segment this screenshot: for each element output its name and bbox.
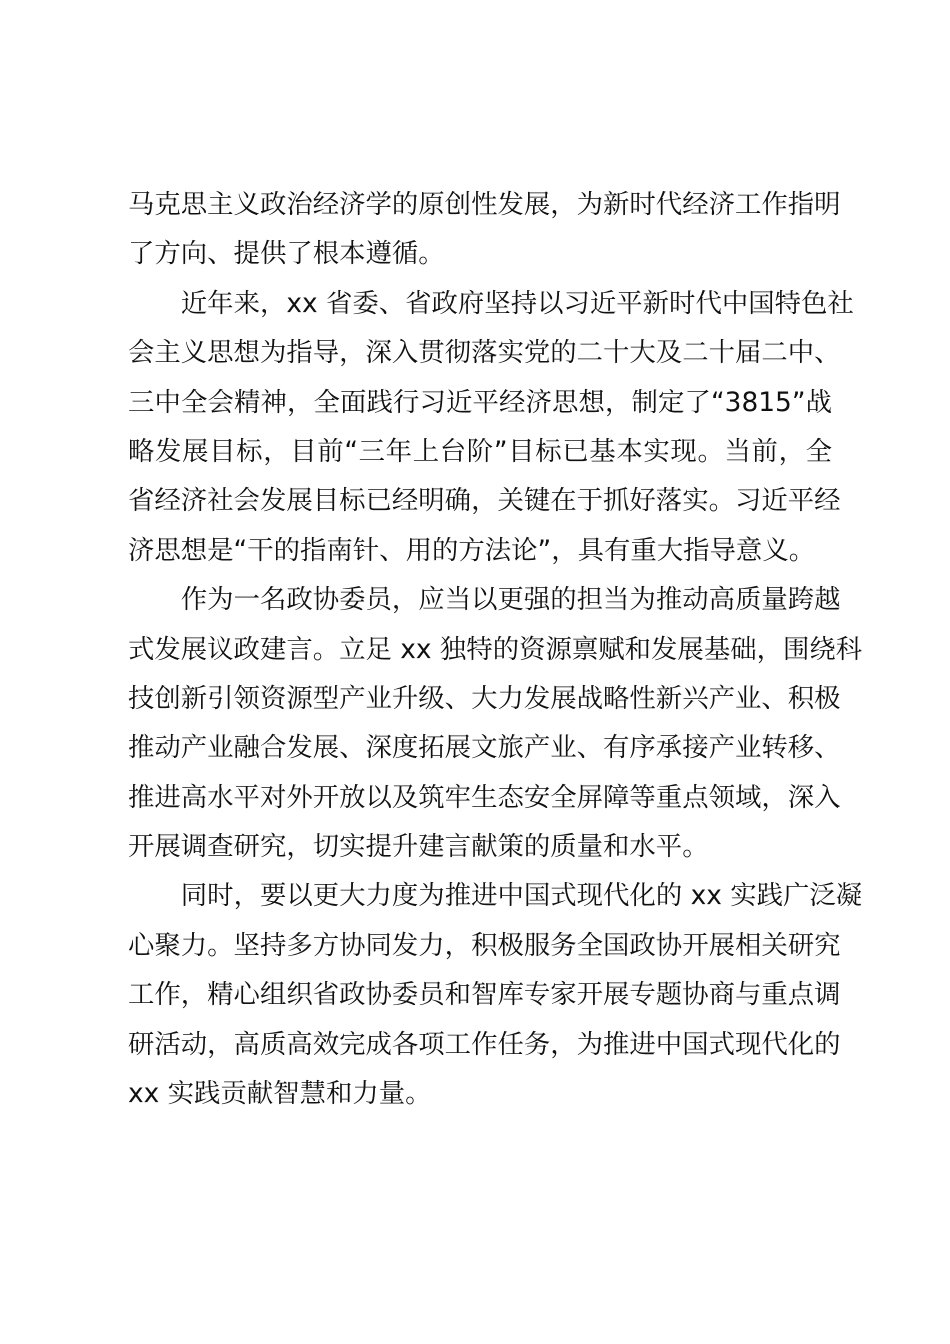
text-line: 推动产业融合发展、深度拓展文旅产业、有序承接产业转移、 (128, 732, 841, 764)
text-line: 同时，要以更大力度为推进中国式现代化的 xx 实践广泛凝 (180, 880, 863, 912)
text-line: 开展调查研究，切实提升建言献策的质量和水平。 (128, 831, 709, 863)
text-line: 心聚力。坚持多方协同发力，积极服务全国政协开展相关研究 (128, 929, 841, 961)
text-line: 工作，精心组织省政协委员和智库专家开展专题协商与重点调 (128, 979, 841, 1011)
text-line: 会主义思想为指导，深入贯彻落实党的二十大及二十届二中、 (128, 337, 841, 369)
text-line: 马克思主义政治经济学的原创性发展，为新时代经济工作指明 (128, 189, 841, 220)
paragraph-4 (128, 871, 863, 1118)
document-body (128, 180, 863, 1118)
text-line: 研活动，高质高效完成各项工作任务，为推进中国式现代化的 (128, 1028, 841, 1060)
text-line: 式发展议政建言。立足 xx 独特的资源禀赋和发展基础，围绕科 (128, 633, 863, 665)
text-line: 济思想是“干的指南针、用的方法论”，具有重大指导意义。 (128, 534, 816, 566)
text-line: 技创新引领资源型产业升级、大力发展战略性新兴产业、积极 (128, 682, 841, 714)
text-line: xx 实践贡献智慧和力量。 (128, 1078, 432, 1110)
text-line: 省经济社会发展目标已经明确，关键在于抓好落实。习近平经 (128, 485, 841, 517)
text-line: 作为一名政协委员，应当以更强的担当为推动高质量跨越 (180, 584, 841, 616)
text-line: 略发展目标，目前“三年上台阶”目标已基本实现。当前，全 (128, 435, 832, 467)
paragraph-3 (128, 575, 863, 871)
text-line: 推进高水平对外开放以及筑牢生态安全屏障等重点领域，深入 (128, 781, 841, 813)
text-line: 近年来，xx 省委、省政府坚持以习近平新时代中国特色社 (180, 287, 854, 319)
text-line: 三中全会精神，全面践行习近平经济思想，制定了“3815”战 (128, 386, 832, 418)
text-line: 了方向、提供了根本遵循。 (128, 238, 445, 270)
paragraph-1 (128, 180, 841, 279)
paragraph-2 (128, 279, 854, 575)
